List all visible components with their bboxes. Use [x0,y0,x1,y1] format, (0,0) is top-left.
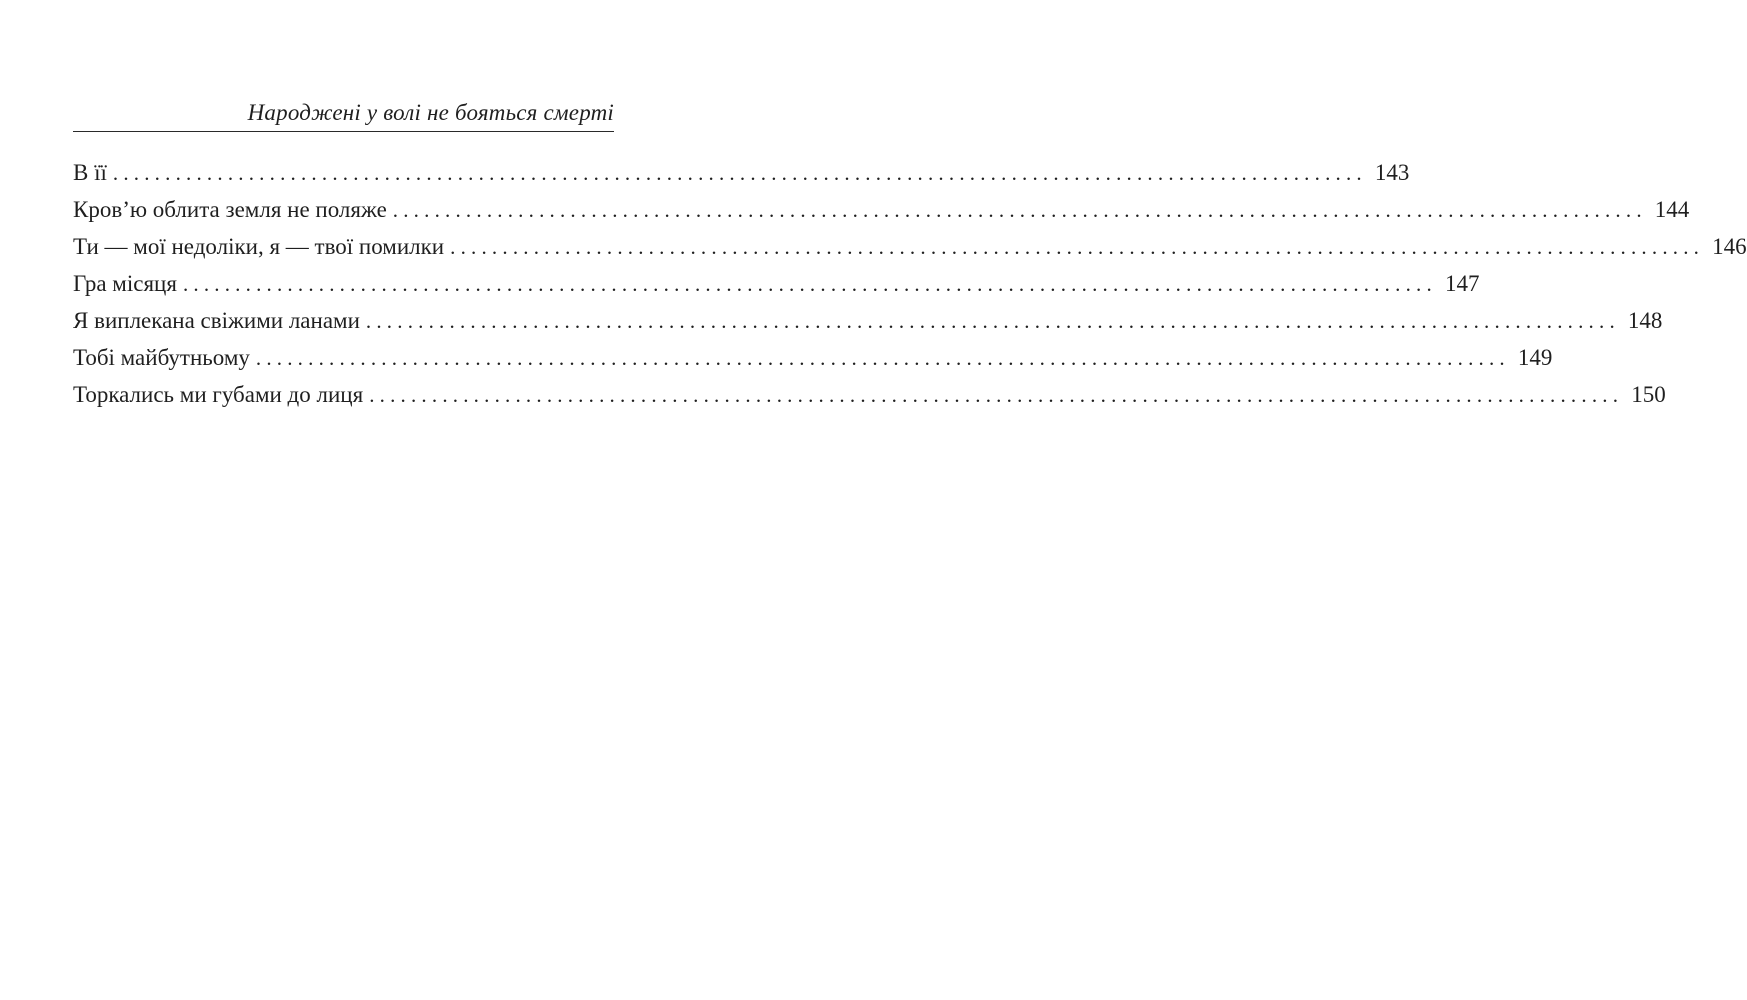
toc-entry [73,154,1410,191]
toc-entry-title: Тобі майбутньому [73,345,250,370]
toc-page-number: 150 [1631,382,1666,407]
running-header: Народжені у волі не бояться смерті [247,100,614,125]
toc-entry-title: Ти — мої недоліки, я — твої помилки [73,234,445,259]
toc-entry-title: Кров’ю облита земля не поляже [73,197,387,222]
toc-page-number: 143 [1374,160,1410,185]
toc-entry-title: Торкались ми губами до лиця [73,382,364,407]
toc-entry [73,265,1480,302]
toc-entry-title: Я виплекана свіжими ланами [73,308,360,333]
header-rule [73,131,614,132]
toc-dot-leader: ........................................................................................................................ [369,383,1624,407]
toc-dot-leader: ........................................................................................................................ [365,309,1620,333]
toc-page-number: 149 [1517,345,1553,370]
toc-entry [73,376,1666,413]
toc-dot-leader: ........................................................................................................................ [450,235,1705,259]
toc-dot-leader: ........................................................................................................................ [255,346,1510,370]
table-of-contents [73,154,1747,413]
toc-entry [73,228,1747,265]
toc-dot-leader: ........................................................................................................................ [182,272,1437,296]
toc-page-number: 144 [1654,197,1690,222]
toc-entry [73,339,1553,376]
toc-entry [73,191,1690,228]
toc-page-number: 148 [1627,308,1663,333]
toc-entry-title: Гра місяця [73,271,177,296]
toc-dot-leader: ........................................................................................................................ [112,161,1367,185]
toc-page-number: 146 [1712,234,1747,259]
toc-dot-leader: ........................................................................................................................ [392,198,1647,222]
toc-page-number: 147 [1444,271,1480,296]
toc-entry-title: В її [73,160,107,185]
toc-entry [73,302,1663,339]
